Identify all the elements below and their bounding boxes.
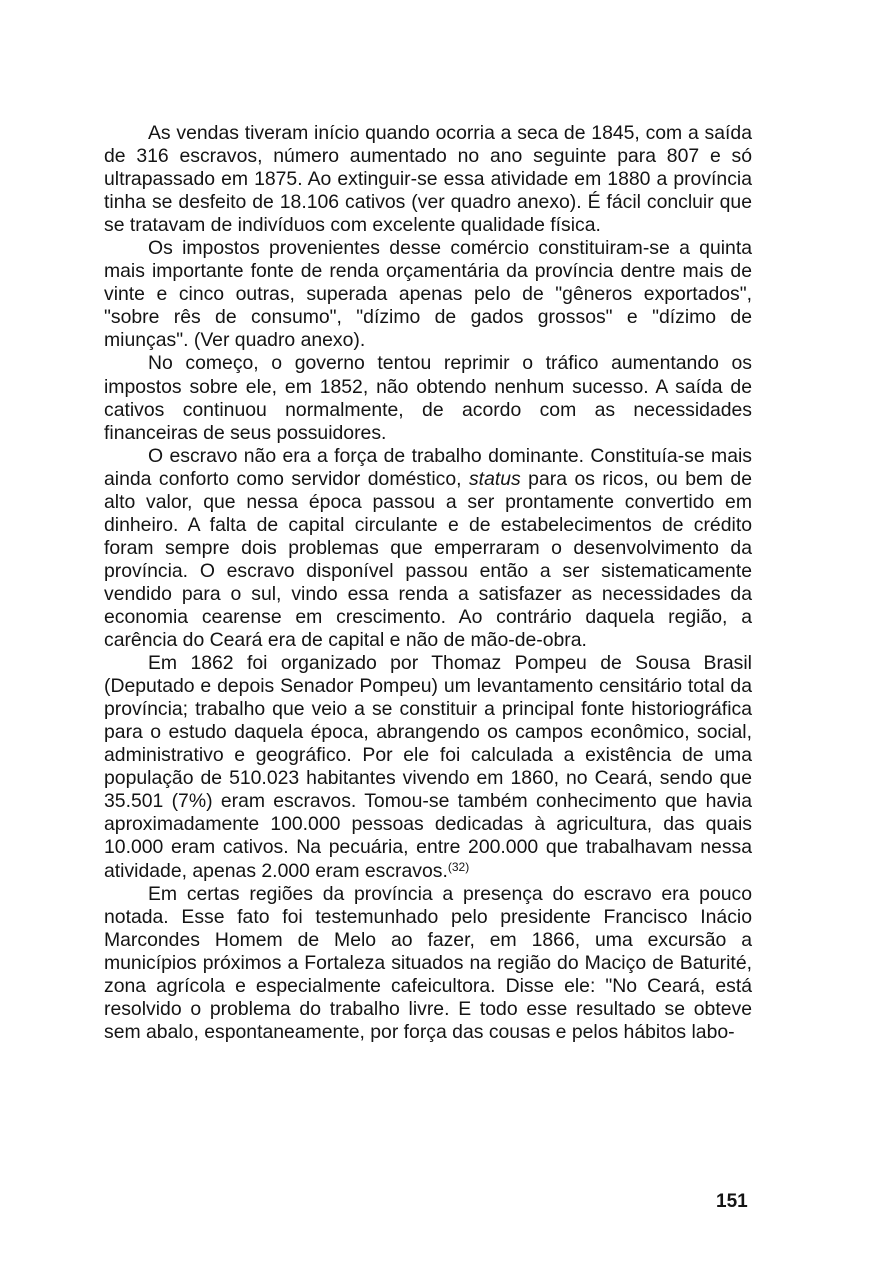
paragraph-4-part-2: para os ricos, ou bem de alto valor, que nessa época passou a ser prontamente convertido em dinheiro. A falta de capital circulante e de estabelecimentos de crédito foram sempre dois problemas que emperraram o desenvolvimento da província. O escravo disponível passou então a ser sistematicamente vendido para o sul, vindo essa renda a satisfazer as necessidades da economia cearense em crescimento. Ao contrário daquela região, a carência do Ceará era de capital e não de mão-de-obra.	[104, 467, 752, 652]
paragraph-5-text: Em 1862 foi organizado por Thomaz Pompeu de Sousa Brasil (Deputado e depois Senador Pompeu) um levantamento censitário total da província; trabalho que veio a se constituir a principal fonte historiográfica para o estudo daquela época, abrangendo os campos econômico, social, administrativo e geográfico. Por ele foi calculada a existência de uma população de 510.023 habitantes vivendo em 1860, no Ceará, sendo que 35.501 (7%) eram escravos. Tomou-se também conhecimento que havia aproximadamente 100.000 pessoas dedicadas à agricultura, das quais 10.000 eram cativos. Na pecuária, entre 200.000 que trabalhavam nessa atividade, apenas 2.000 eram escravos.	[104, 652, 752, 882]
paragraph-1: As vendas tiveram início quando ocorria a seca de 1845, com a saída de 316 escravos, número aumentado no ano seguinte para 807 e só ultrapassado em 1875. Ao extinguir-se essa atividade em 1880 a província tinha se desfeito de 18.106 cativos (ver quadro anexo). É fácil concluir que se tratavam de indivíduos com excelente qualidade física.	[104, 122, 752, 237]
paragraph-4	[104, 445, 752, 652]
body-text	[104, 122, 752, 1044]
paragraph-5	[104, 652, 752, 882]
paragraph-3: No começo, o governo tentou reprimir o tráfico aumentando os impostos sobre ele, em 1852, não obtendo nenhum sucesso. A saída de cativos continuou normalmente, de acordo com as necessidades financeiras de seus possuidores.	[104, 352, 752, 444]
footnote-reference: (32)	[447, 859, 470, 874]
paragraph-4-part-1: O escravo não era a força de trabalho dominante. Constituía-se mais ainda conforto como servidor doméstico,	[104, 444, 752, 490]
page-number: 151	[716, 1191, 748, 1212]
italic-word-status: status	[468, 467, 521, 490]
paragraph-6: Em certas regiões da província a presença do escravo era pouco notada. Esse fato foi testemunhado pelo presidente Francisco Inácio Marcondes Homem de Melo ao fazer, em 1866, uma excursão a municípios próximos a Fortaleza situados na região do Maciço de Baturité, zona agrícola e especialmente cafeicultora. Disse ele: "No Ceará, está resolvido o problema do trabalho livre. E todo esse resultado se obteve sem abalo, espontaneamente, por força das cousas e pelos hábitos labo-	[104, 882, 752, 1043]
paragraph-2: Os impostos provenientes desse comércio constituiram-se a quinta mais importante fonte de renda orçamentária da província dentre mais de vinte e cinco outras, superada apenas pelo de "gêneros exportados", "sobre rês de consumo", "dízimo de gados grossos" e "dízimo de miunças". (Ver quadro anexo).	[104, 237, 752, 352]
